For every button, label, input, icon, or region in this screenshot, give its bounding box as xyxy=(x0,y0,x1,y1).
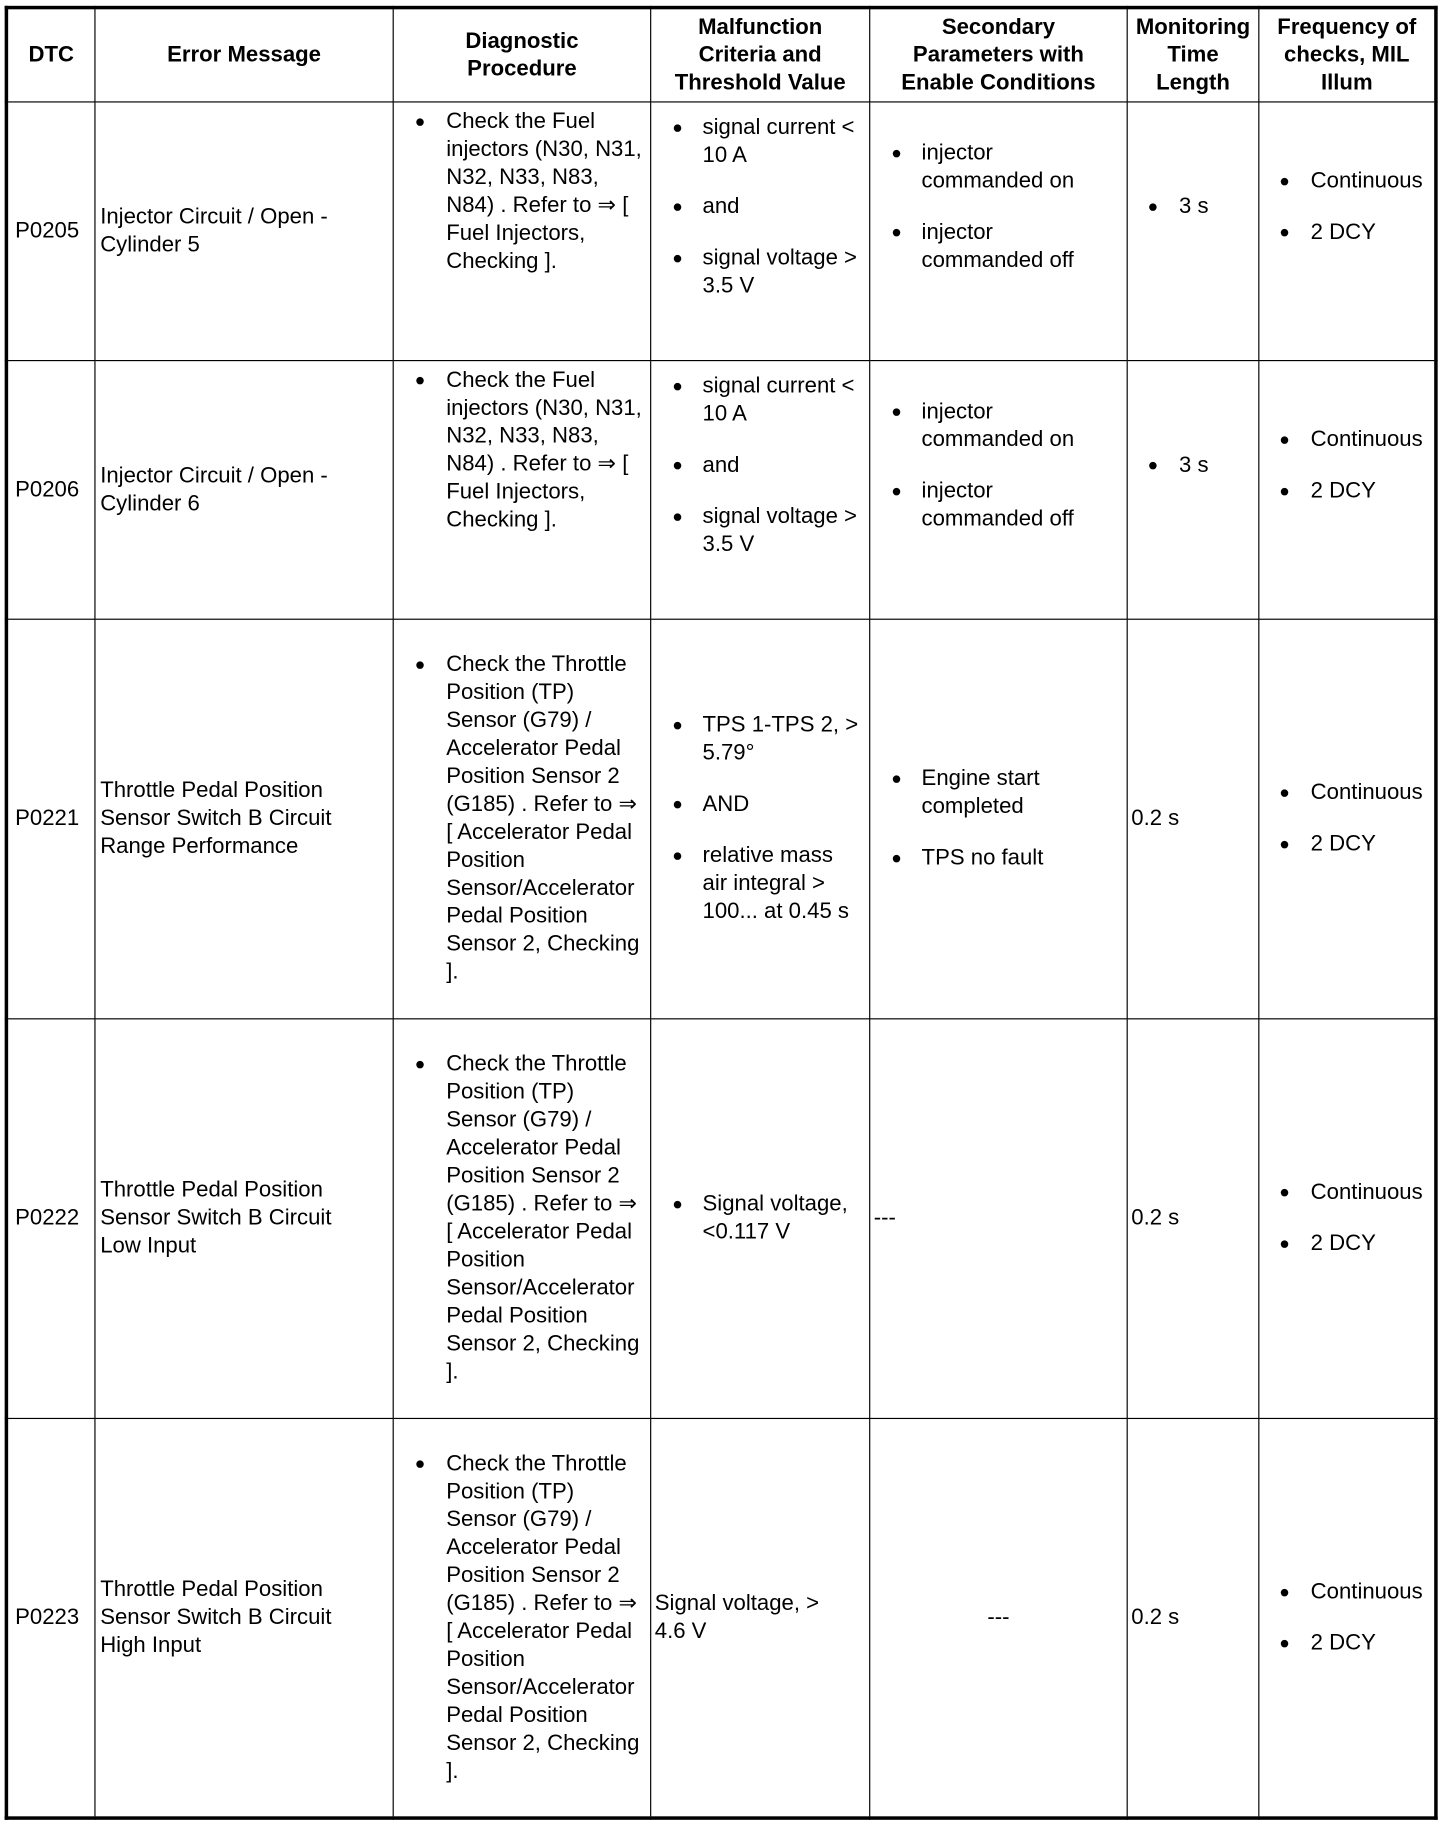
procedure-item: ● Check the Throttle Position (TP) Sensor (G79) / Accelerator Pedal Position Sensor 2 (G185) . Refer to ⇒ [ Accelerator Pedal Position Sensor/Accelerator Pedal Position Sensor 2, Checking ]. xyxy=(394,1051,650,1387)
secondary-parameters xyxy=(870,102,1127,361)
frequency xyxy=(1259,619,1436,1019)
criteria-item: ● signal current < 10 A xyxy=(651,373,869,429)
header-dtc: DTC xyxy=(6,8,95,102)
diagnostic-procedure xyxy=(393,619,650,1019)
secondary-parameters: --- xyxy=(870,1019,1127,1419)
frequency-item: ● Continuous xyxy=(1259,1578,1434,1606)
diagnostic-procedure xyxy=(393,102,650,361)
table-row xyxy=(6,619,1436,1019)
table-row xyxy=(6,1019,1436,1419)
error-message: Injector Circuit / Open - Cylinder 6 xyxy=(95,361,393,620)
monitoring-item: ● 3 s xyxy=(1128,193,1258,221)
criteria-item: ● AND xyxy=(651,791,869,819)
header-row xyxy=(6,8,1436,102)
frequency-item: ● Continuous xyxy=(1259,779,1434,807)
dtc-code: P0205 xyxy=(6,102,95,361)
frequency-item: ● 2 DCY xyxy=(1259,831,1434,859)
table-row xyxy=(6,1418,1436,1818)
secondary-parameters xyxy=(870,361,1127,620)
frequency xyxy=(1259,361,1436,620)
malfunction-criteria xyxy=(651,361,870,620)
criteria-item: ● Signal voltage, <0.117 V xyxy=(651,1191,869,1247)
criteria-item: ● relative mass air integral > 100... at 0.45 s xyxy=(651,842,869,926)
table-row xyxy=(6,102,1436,361)
error-message: Throttle Pedal Position Sensor Switch B Circuit Range Performance xyxy=(95,619,393,1019)
secondary-parameters xyxy=(870,619,1127,1019)
secondary-item: ● TPS no fault xyxy=(870,845,1126,873)
procedure-item: ● Check the Throttle Position (TP) Sensor (G79) / Accelerator Pedal Position Sensor 2 (G185) . Refer to ⇒ [ Accelerator Pedal Position Sensor/Accelerator Pedal Position Sensor 2, Checking ]. xyxy=(394,651,650,987)
monitoring-time: 0.2 s xyxy=(1127,619,1259,1019)
dtc-table xyxy=(5,6,1438,1820)
monitoring-time xyxy=(1127,102,1259,361)
malfunction-criteria xyxy=(651,1019,870,1419)
procedure-item: ● Check the Fuel injectors (N30, N31, N32, N33, N83, N84) . Refer to ⇒ [ Fuel Injectors, Checking ]. xyxy=(394,367,650,535)
diagnostic-procedure xyxy=(393,361,650,620)
dtc-code: P0222 xyxy=(6,1019,95,1419)
criteria-item: ● and xyxy=(651,452,869,480)
header-error-message: Error Message xyxy=(95,8,393,102)
frequency xyxy=(1259,102,1436,361)
monitoring-item: ● 3 s xyxy=(1128,452,1258,480)
header-secondary-parameters: Secondary Parameters with Enable Conditions xyxy=(870,8,1127,102)
secondary-item: ● injector commanded off xyxy=(870,478,1126,534)
criteria-item: ● signal current < 10 A xyxy=(651,114,869,170)
header-monitoring-time: Monitoring Time Length xyxy=(1127,8,1259,102)
criteria-item: ● signal voltage > 3.5 V xyxy=(651,503,869,559)
secondary-parameters: --- xyxy=(870,1418,1127,1818)
table-row xyxy=(6,361,1436,620)
frequency-item: ● 2 DCY xyxy=(1259,1629,1434,1657)
malfunction-criteria xyxy=(651,619,870,1019)
error-message: Injector Circuit / Open - Cylinder 5 xyxy=(95,102,393,361)
criteria-item: ● signal voltage > 3.5 V xyxy=(651,245,869,301)
secondary-item: ● Engine start completed xyxy=(870,765,1126,821)
monitoring-time: 0.2 s xyxy=(1127,1418,1259,1818)
diagnostic-procedure xyxy=(393,1019,650,1419)
frequency-item: ● Continuous xyxy=(1259,426,1434,454)
dtc-code: P0223 xyxy=(6,1418,95,1818)
secondary-item: ● injector commanded on xyxy=(870,398,1126,454)
monitoring-time: 0.2 s xyxy=(1127,1019,1259,1419)
frequency-item: ● 2 DCY xyxy=(1259,219,1434,247)
diagnostic-procedure xyxy=(393,1418,650,1818)
procedure-item: ● Check the Fuel injectors (N30, N31, N32, N33, N83, N84) . Refer to ⇒ [ Fuel Injectors, Checking ]. xyxy=(394,108,650,276)
monitoring-time xyxy=(1127,361,1259,620)
frequency-item: ● Continuous xyxy=(1259,168,1434,196)
frequency-item: ● 2 DCY xyxy=(1259,1230,1434,1258)
frequency xyxy=(1259,1019,1436,1419)
secondary-item: ● injector commanded off xyxy=(870,219,1126,275)
secondary-item: ● injector commanded on xyxy=(870,140,1126,196)
procedure-item: ● Check the Throttle Position (TP) Sensor (G79) / Accelerator Pedal Position Sensor 2 (G185) . Refer to ⇒ [ Accelerator Pedal Position Sensor/Accelerator Pedal Position Sensor 2, Checking ]. xyxy=(394,1450,650,1786)
criteria-item: ● TPS 1-TPS 2, > 5.79° xyxy=(651,712,869,768)
error-message: Throttle Pedal Position Sensor Switch B Circuit High Input xyxy=(95,1418,393,1818)
header-malfunction-criteria: Malfunction Criteria and Threshold Value xyxy=(651,8,870,102)
frequency-item: ● 2 DCY xyxy=(1259,478,1434,506)
malfunction-criteria xyxy=(651,102,870,361)
frequency-item: ● Continuous xyxy=(1259,1179,1434,1207)
malfunction-criteria: Signal voltage, > 4.6 V xyxy=(651,1418,870,1818)
dtc-code: P0221 xyxy=(6,619,95,1019)
header-diagnostic-procedure: Diagnostic Procedure xyxy=(393,8,650,102)
header-frequency: Frequency of checks, MIL Illum xyxy=(1259,8,1436,102)
error-message: Throttle Pedal Position Sensor Switch B Circuit Low Input xyxy=(95,1019,393,1419)
dtc-code: P0206 xyxy=(6,361,95,620)
criteria-item: ● and xyxy=(651,193,869,221)
frequency xyxy=(1259,1418,1436,1818)
